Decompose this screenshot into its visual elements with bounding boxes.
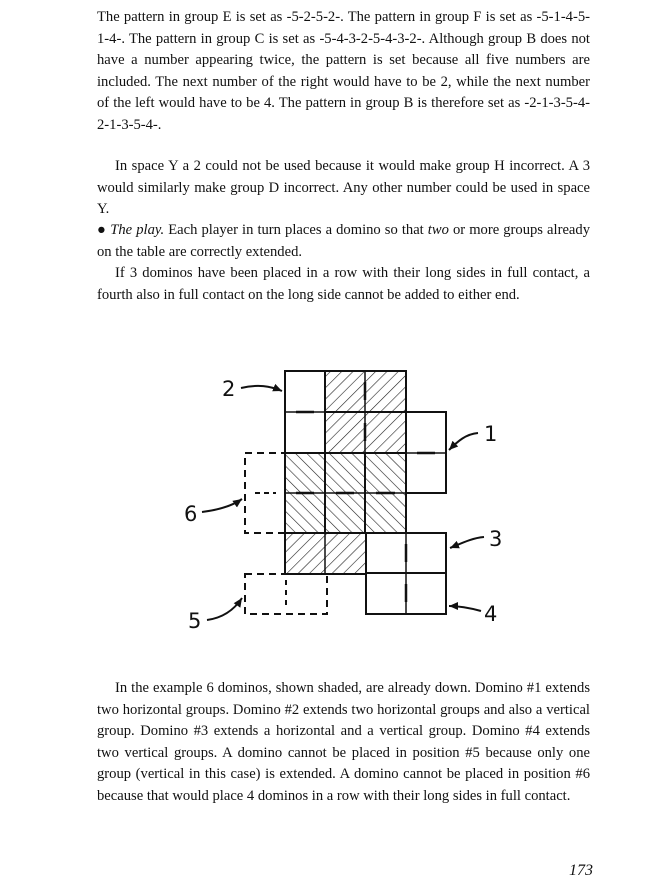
- arrow-1-icon: [449, 433, 478, 450]
- figure-caption: In the example 6 dominos, shown shaded, are already down. Domino #1 extends two horizontal groups. Domino #2 extends two horizontal groups and also a vertical group. Domino #3 extends a horizontal and a vertical group. Domino #4 extends two vertical groups. A domino cannot be placed in position #5 because only one group (vertical in this case) is extended. A domino cannot be placed in position #6 because that would place 4 dominos in a row with their long sides in full contact.: [97, 680, 590, 804]
- placed-domino-second: [325, 412, 406, 453]
- bullet-icon: ●: [97, 222, 107, 238]
- arrow-4-icon: [449, 606, 481, 611]
- placed-domino-bottom: [285, 533, 366, 574]
- arrow-5-icon: [207, 598, 242, 620]
- domino-5-position: [245, 574, 327, 614]
- label-1: 1: [484, 422, 498, 446]
- arrow-3-icon: [450, 537, 484, 548]
- domino-6-position: [245, 453, 285, 533]
- domino-2: [285, 371, 325, 453]
- domino-1: [406, 412, 446, 493]
- play-title: The play.: [110, 222, 165, 238]
- play-text-before: Each player in turn places a domino so that: [164, 222, 428, 238]
- paragraph-row-rule: If 3 dominos have been placed in a row with their long sides in full contact, a fourth also in full contact on the long side cannot be added to either end.: [97, 265, 590, 303]
- label-3: 3: [489, 527, 503, 551]
- placed-domino-vertical-left: [285, 453, 325, 533]
- label-2: 2: [222, 377, 236, 401]
- domino-4: [366, 573, 446, 614]
- arrow-6-icon: [202, 499, 242, 512]
- label-6: 6: [184, 502, 198, 526]
- placed-domino-vertical-middle: [325, 453, 365, 533]
- paragraph-patterns: The pattern in group E is set as -5-2-5-2-. The pattern in group F is set as -5-1-4-5-1-4-. The pattern in group C is set as -5-4-3-2-5-4-3-2-. Although group B does not have a number appearing twice, the pattern is set because all five numbers are included. The next number of the right would have to be 2, while the next number of the left would have to be 4. The pattern in group B is therefore set as -2-1-3-5-4-2-1-3-5-4-.: [97, 9, 590, 133]
- play-text-after: or more groups already on the table are correctly extended.: [97, 222, 590, 260]
- placed-domino-top: [325, 371, 406, 412]
- paragraph-space-y: In space Y a 2 could not be used because it would make group H incorrect. A 3 would similarly make group D incorrect. Any other number could be used in space Y.: [97, 158, 590, 218]
- page-number: 173: [569, 862, 593, 879]
- label-4: 4: [484, 602, 498, 626]
- play-emphasis: two: [427, 222, 449, 238]
- arrow-2-icon: [241, 386, 282, 391]
- placed-domino-vertical-right: [365, 453, 406, 533]
- domino-3: [366, 533, 446, 573]
- label-5: 5: [188, 609, 202, 633]
